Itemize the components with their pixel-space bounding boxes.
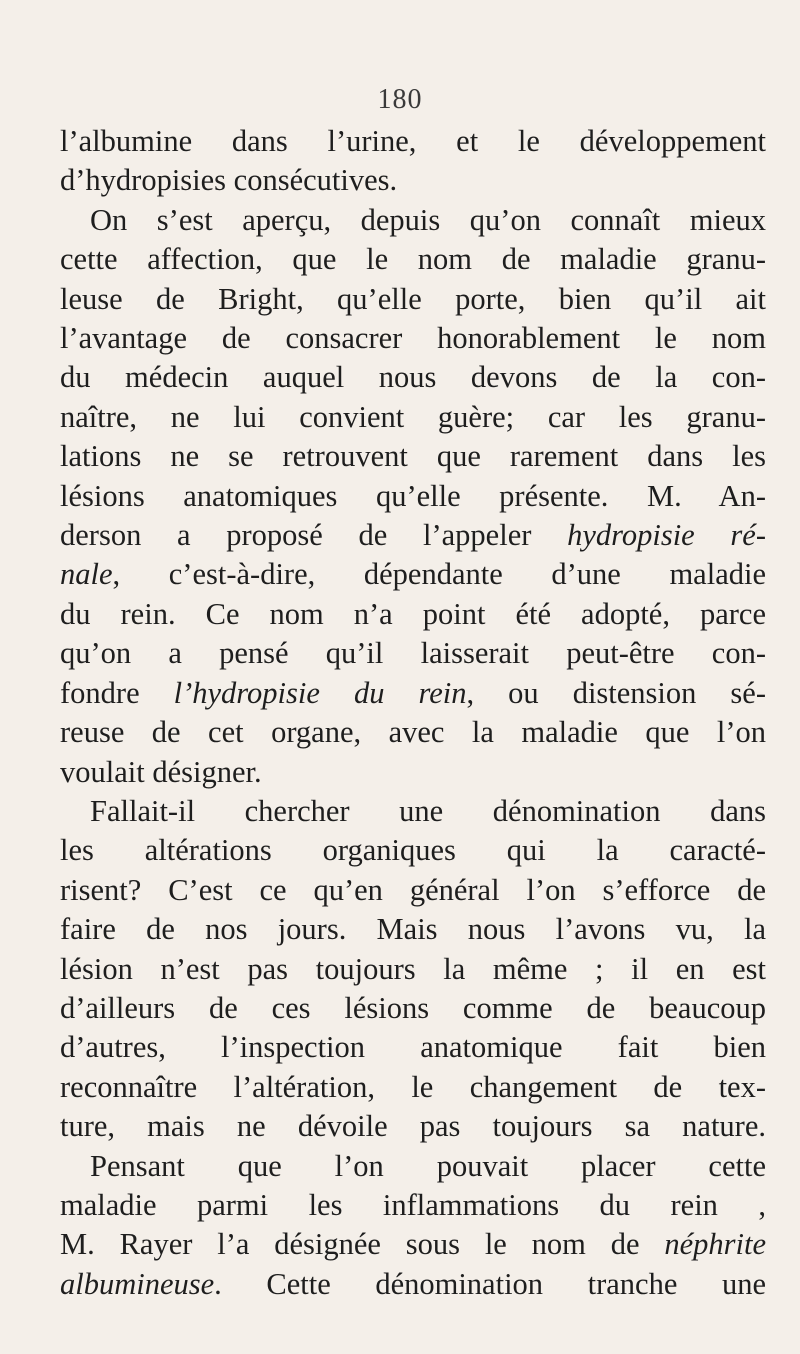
text-run: M. Rayer l’a désignée sous le nom de <box>60 1227 665 1262</box>
text-run: du rein. Ce nom n’a point été adopté, parce <box>60 596 766 631</box>
text-run: faire de nos jours. Mais nous l’avons vu, la <box>60 912 766 947</box>
text-run: maladie parmi les inflammations du rein , <box>60 1187 766 1222</box>
text-line <box>60 1107 766 1146</box>
text-line <box>60 280 766 319</box>
text-run: , c’est-à-dire, dépendante d’une maladie <box>112 557 766 592</box>
text-run: Pensant que l’on pouvait placer cette <box>90 1148 766 1183</box>
italic-text: hydropisie ré- <box>567 518 766 553</box>
text-run: reconnaître l’altération, le changement de tex- <box>60 1069 766 1104</box>
text-line <box>60 516 766 555</box>
text-line <box>60 871 766 910</box>
text-run: reuse de cet organe, avec la maladie que l’on <box>60 715 766 750</box>
text-run: d’hydropisies consécutives. <box>60 163 398 198</box>
text-line <box>60 240 766 279</box>
text-line <box>60 1186 766 1225</box>
text-run: , ou distension sé- <box>466 675 766 710</box>
text-line <box>60 910 766 949</box>
text-line <box>60 1028 766 1067</box>
text-line <box>60 831 766 870</box>
text-line <box>60 792 766 831</box>
text-line <box>60 713 766 752</box>
text-run: risent? C’est ce qu’en général l’on s’efforce de <box>60 872 766 907</box>
text-run: On s’est aperçu, depuis qu’on connaît mieux <box>90 202 766 237</box>
text-line <box>60 161 766 200</box>
text-run: qu’on a pensé qu’il laisserait peut-être con- <box>60 636 766 671</box>
text-run: d’ailleurs de ces lésions comme de beaucoup <box>60 990 766 1025</box>
text-line <box>60 950 766 989</box>
text-run: d’autres, l’inspection anatomique fait bien <box>60 1030 766 1065</box>
text-line <box>60 398 766 437</box>
text-run: lésions anatomiques qu’elle présente. M. An- <box>60 478 766 513</box>
italic-text: nale <box>60 557 113 592</box>
text-run: du médecin auquel nous devons de la con- <box>60 360 766 395</box>
text-line <box>60 595 766 634</box>
text-line <box>60 753 766 792</box>
text-run: ture, mais ne dévoile pas toujours sa nature. <box>60 1109 766 1144</box>
text-line <box>60 319 766 358</box>
text-line <box>60 1147 766 1186</box>
text-line <box>60 122 766 161</box>
text-run: . Cette dénomination tranche une <box>214 1266 766 1301</box>
text-run: les altérations organiques qui la caracté- <box>60 833 766 868</box>
text-line <box>60 674 766 713</box>
page-number: 180 <box>377 84 423 115</box>
text-line <box>60 437 766 476</box>
text-line <box>60 358 766 397</box>
italic-text: néphrite <box>664 1227 766 1262</box>
text-line <box>60 1265 766 1304</box>
text-line <box>60 634 766 673</box>
text-run: l’albumine dans l’urine, et le développement <box>60 124 766 158</box>
text-run: fondre <box>60 675 174 710</box>
body-text <box>60 122 766 1304</box>
text-line <box>60 1068 766 1107</box>
italic-text: l’hydropisie du rein <box>173 675 467 710</box>
text-run: naître, ne lui convient guère; car les granu- <box>60 399 766 434</box>
text-run: voulait désigner. <box>60 754 262 789</box>
text-line <box>60 555 766 594</box>
text-line <box>60 1225 766 1264</box>
text-line <box>60 989 766 1028</box>
text-line <box>60 477 766 516</box>
text-run: lésion n’est pas toujours la même ; il en est <box>60 951 766 986</box>
text-line <box>60 201 766 240</box>
text-run: leuse de Bright, qu’elle porte, bien qu’il ait <box>60 281 766 316</box>
italic-text: albumineuse <box>60 1266 215 1301</box>
text-run: lations ne se retrouvent que rarement dans les <box>60 439 766 474</box>
text-run: Fallait-il chercher une dénomination dans <box>90 793 766 828</box>
text-run: derson a proposé de l’appeler <box>60 518 568 553</box>
text-run: cette affection, que le nom de maladie granu- <box>60 242 766 277</box>
text-run: l’avantage de consacrer honorablement le nom <box>60 321 766 356</box>
